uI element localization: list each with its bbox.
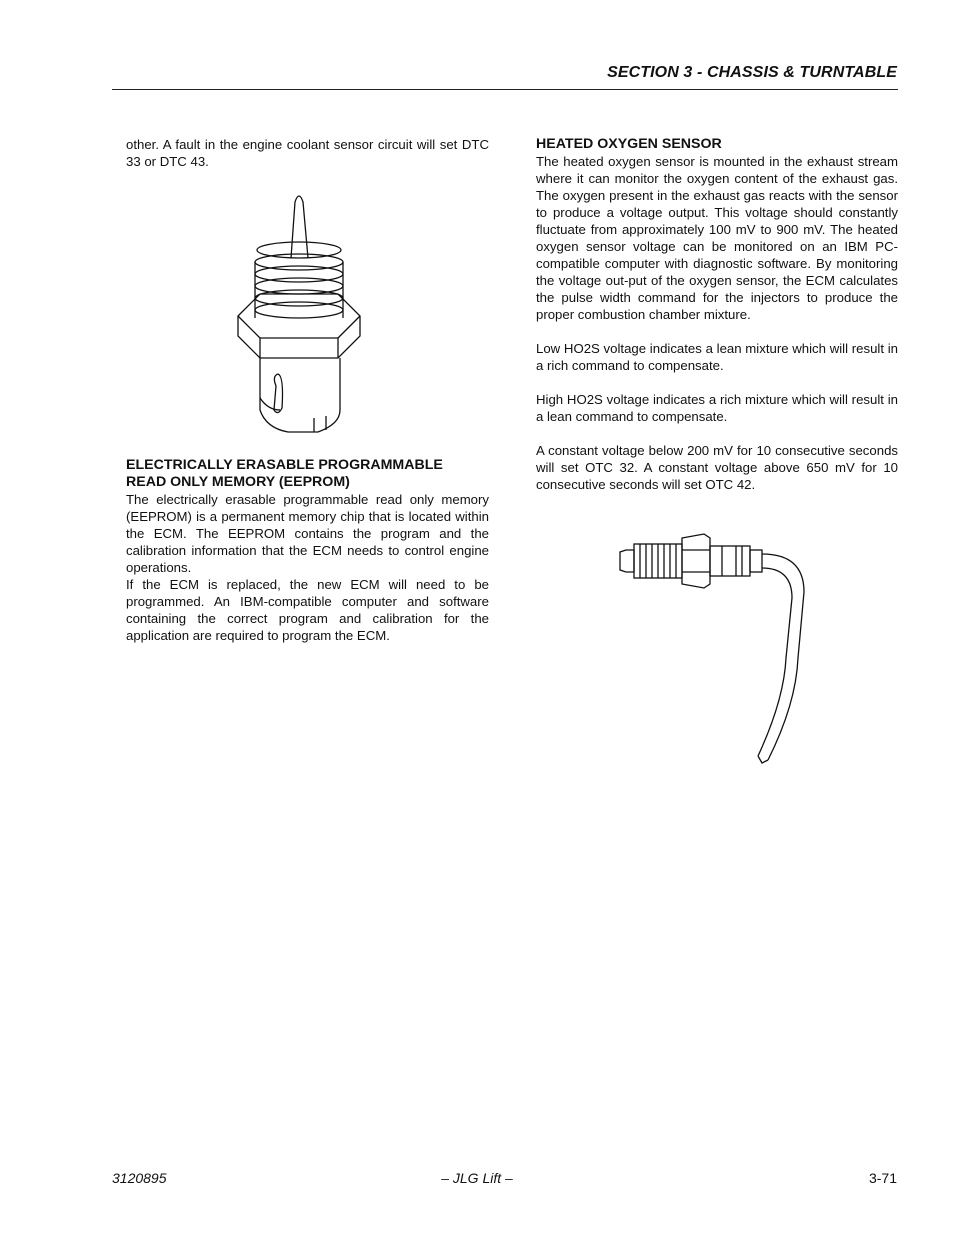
coolant-sensor-illustration (228, 188, 368, 443)
oxygen-sensor-illustration (612, 528, 822, 773)
section-title: SECTION 3 - CHASSIS & TURNTABLE (607, 64, 897, 81)
header-rule (112, 89, 898, 90)
oxygen-sensor-heading: HEATED OXYGEN SENSOR (536, 136, 722, 152)
heated-oxygen-sensor-section (536, 136, 898, 493)
left-column (126, 136, 489, 170)
footer-doc-number: 3120895 (112, 1170, 167, 1186)
oxygen-sensor-paragraph-2: Low HO2S voltage indicates a lean mixture which will result in a rich command to compensate. (536, 341, 898, 373)
footer-page-number: 3-71 (868, 1170, 897, 1186)
eeprom-section (126, 457, 489, 644)
oxygen-sensor-paragraph-1: The heated oxygen sensor is mounted in the exhaust stream where it can monitor the oxygen content of the exhaust gas. The oxygen present in the exhaust gas reacts with the sensor to produce a voltage output. This voltage should constantly fluctuate from approximately 100 mV to 900 mV. The heated oxygen sensor voltage can be monitored on an IBM PC-compatible computer with diagnostic software. By monitoring the voltage out-put of the oxygen sensor, the ECM calculates the pulse width command for the injectors to produce the proper combustion chamber mixture. (536, 154, 898, 322)
eeprom-heading-line2: READ ONLY MEMORY (EEPROM) (126, 474, 350, 490)
coolant-continuation-text: other. A fault in the engine coolant sensor circuit will set DTC 33 or DTC 43. (126, 137, 489, 169)
eeprom-paragraph-1: The electrically erasable programmable read only memory (EEPROM) is a permanent memory chip that is located within the ECM. The EEPROM contains the program and the calibration information that the ECM needs to control engine operations. (126, 492, 489, 575)
eeprom-paragraph-2: If the ECM is replaced, the new ECM will need to be programmed. An IBM-compatible computer and software containing the correct program and calibration for the application are required to program the ECM. (126, 577, 489, 643)
eeprom-heading-line1: ELECTRICALLY ERASABLE PROGRAMMABLE (126, 457, 443, 473)
oxygen-sensor-paragraph-4: A constant voltage below 200 mV for 10 consecutive seconds will set OTC 32. A constant voltage above 650 mV for 10 consecutive seconds will set OTC 42. (536, 443, 898, 492)
footer-publisher: – JLG Lift – (441, 1170, 513, 1186)
oxygen-sensor-paragraph-3: High HO2S voltage indicates a rich mixture which will result in a lean command to compensate. (536, 392, 898, 424)
